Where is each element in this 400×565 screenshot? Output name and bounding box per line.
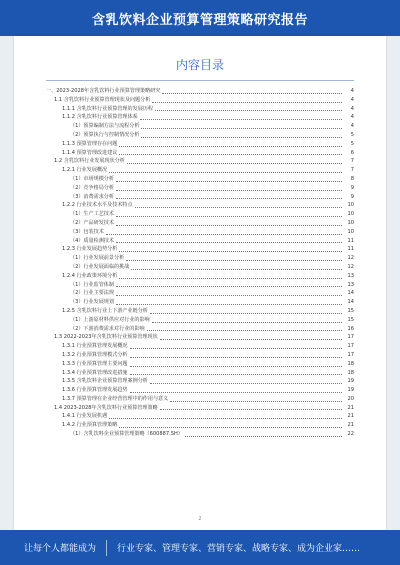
toc-entry-text: 1.1.1 含乳饮料行业预算管理的发展历程: [62, 105, 153, 112]
toc-entry[interactable]: [46, 96, 354, 105]
toc-leader-dots: [116, 216, 342, 217]
toc-leader-dots: [116, 295, 342, 296]
toc-entry-page: 16: [347, 325, 354, 332]
toc-entry[interactable]: [46, 377, 354, 386]
toc-entry-page: 21: [347, 422, 354, 429]
toc-entry-text: 1.3.4 行业预算管理改进措施: [62, 369, 128, 376]
toc-leader-dots: [141, 128, 342, 129]
toc-leader-dots: [116, 198, 342, 199]
toc-leader-dots: [150, 313, 342, 314]
toc-entry-page: 13: [347, 281, 354, 288]
toc-entry-page: 18: [347, 369, 354, 376]
toc-entry-page: 10: [347, 219, 354, 226]
toc-entry-text: 1.3.2 行业预算管理模式分析: [62, 351, 128, 358]
toc-entry-text: （3）消费需求分析: [70, 193, 114, 200]
toc-entry[interactable]: [46, 395, 354, 404]
toc-entry[interactable]: [46, 166, 354, 175]
toc-divider: [46, 80, 354, 81]
toc-entry-page: 11: [347, 246, 354, 253]
toc-entry[interactable]: [46, 175, 354, 184]
toc-leader-dots: [116, 304, 342, 305]
toc-entry[interactable]: [46, 316, 354, 325]
toc-leader-dots: [116, 181, 342, 182]
toc-entry-page: 12: [347, 263, 354, 270]
toc-entry[interactable]: [46, 412, 354, 421]
toc-leader-dots: [130, 357, 342, 358]
toc-entry-text: 1.3 2022-2023年含乳饮料行业预算管理现状: [54, 334, 158, 341]
toc-leader-dots: [130, 392, 342, 393]
toc-entry-page: 4: [350, 123, 354, 130]
toc-entry[interactable]: [46, 263, 354, 272]
toc-leader-dots: [116, 242, 342, 243]
toc-leader-dots: [130, 374, 342, 375]
toc-leader-dots: [152, 102, 342, 103]
toc-entry[interactable]: [46, 87, 354, 96]
toc-entry-page: 17: [347, 343, 354, 350]
toc-entry[interactable]: [46, 307, 354, 316]
toc-leader-dots: [119, 251, 342, 252]
footer-slogan: 让每个人都能成为: [24, 544, 97, 554]
toc-entry-page: 4: [350, 114, 354, 121]
toc-entry[interactable]: [46, 193, 354, 202]
toc-entry-page: 4: [350, 96, 354, 103]
toc-leader-dots: [185, 436, 342, 437]
toc-entry[interactable]: [46, 157, 354, 166]
toc-leader-dots: [162, 93, 342, 94]
toc-entry-text: 1.1.2 含乳饮料行业预算管理体系: [62, 114, 138, 121]
toc-entry-text: （1）上游原材料供应对行业的影响: [70, 316, 150, 323]
toc-entry[interactable]: [46, 298, 354, 307]
toc-entry[interactable]: [46, 219, 354, 228]
toc-leader-dots: [160, 339, 342, 340]
page-number: 2: [198, 516, 202, 522]
toc-entry-text: 1.3.3 行业预算管理主要问题: [62, 360, 128, 367]
toc-entry-page: 7: [350, 167, 354, 174]
toc-entry-text: 1.2.4 行业政策环境分析: [62, 272, 118, 279]
toc-entry-page: 5: [350, 131, 354, 138]
toc-entry-page: 7: [350, 158, 354, 165]
toc-entry-page: 15: [347, 316, 354, 323]
toc-entry-page: 22: [347, 431, 354, 438]
toc-entry[interactable]: [46, 360, 354, 369]
toc-entry-text: （1）含乳饮料企业预算管理策略（600887.SH）: [70, 431, 183, 438]
toc-entry[interactable]: [46, 421, 354, 430]
toc-leader-dots: [119, 154, 342, 155]
toc-entry-page: 6: [350, 149, 354, 156]
toc-entry-page: 20: [347, 395, 354, 402]
toc-leader-dots: [130, 348, 342, 349]
toc-entry-text: 1.4 2023-2028年含乳饮料行业预算管理策略: [54, 404, 158, 411]
toc-leader-dots: [135, 207, 342, 208]
toc-entry[interactable]: [46, 281, 354, 290]
toc-entry-text: （1）市场规模分析: [70, 175, 114, 182]
toc-leader-dots: [106, 234, 342, 235]
toc-entry-text: 1.2 含乳饮料行业发展现状分析: [54, 158, 125, 165]
report-header: [0, 0, 400, 36]
footer-divider: [106, 540, 107, 556]
toc-entry-page: 10: [347, 211, 354, 218]
toc-entry-text: 1.3.5 含乳饮料企业预算管理案例分析: [62, 378, 148, 385]
toc-leader-dots: [116, 225, 342, 226]
report-title: 含乳饮料企业预算管理策略研究报告: [91, 12, 308, 28]
toc-entry-text: 1.1 含乳饮料行业预算管理现状及问题分析: [54, 96, 151, 103]
toc-entry-page: 11: [347, 237, 354, 244]
toc-leader-dots: [116, 190, 342, 191]
toc-entry[interactable]: [46, 237, 354, 246]
toc-entry[interactable]: [46, 131, 354, 140]
toc-entry-page: 12: [347, 255, 354, 262]
toc-entry[interactable]: [46, 404, 354, 413]
toc-entry-page: 10: [347, 202, 354, 209]
toc-entry-page: 9: [350, 193, 354, 200]
document-page: [14, 36, 386, 530]
toc-entry-text: 1.3.6 行业预算管理发展趋势: [62, 387, 128, 394]
toc-entry-page: 13: [347, 272, 354, 279]
toc-entry-text: （2）产品研发技术: [70, 219, 114, 226]
toc-leader-dots: [155, 110, 342, 111]
toc-entry-text: （3）包装技术: [70, 228, 104, 235]
toc-entry-page: 9: [350, 184, 354, 191]
toc-entry[interactable]: [46, 184, 354, 193]
toc-entry-page: 19: [347, 387, 354, 394]
toc-entry[interactable]: [46, 149, 354, 158]
toc-entry[interactable]: [46, 122, 354, 131]
toc-entry-page: 17: [347, 334, 354, 341]
toc-entry-text: （3）行业发展规划: [70, 299, 114, 306]
toc-entry[interactable]: [46, 228, 354, 237]
toc-leader-dots: [109, 418, 342, 419]
toc-entry[interactable]: [46, 333, 354, 342]
toc-entry-page: 21: [347, 413, 354, 420]
toc-entry-text: 1.2.2 行业技术水平及技术特点: [62, 202, 133, 209]
toc-leader-dots: [119, 278, 342, 279]
toc-entry-text: （2）竞争格局分析: [70, 184, 114, 191]
toc-leader-dots: [150, 383, 342, 384]
toc-entry-page: 14: [347, 290, 354, 297]
toc-entry-text: 1.2.5 含乳饮料行业上下游产业链分析: [62, 307, 148, 314]
toc-entry-text: 1.1.3 预算管理存在问题: [62, 140, 118, 147]
toc-entry[interactable]: [46, 386, 354, 395]
toc-leader-dots: [152, 322, 342, 323]
toc-entry-text: （4）质量检测技术: [70, 237, 114, 244]
toc-leader-dots: [130, 366, 342, 367]
toc-entry-text: 1.4.2 行业预算管理策略: [62, 422, 118, 429]
toc-entry[interactable]: [46, 289, 354, 298]
toc-leader-dots: [147, 330, 342, 331]
toc-leader-dots: [126, 260, 342, 261]
toc-leader-dots: [127, 163, 342, 164]
toc-entry-text: （1）预算编制方法与流程分析: [70, 123, 140, 130]
toc-entry-text: （2）预算执行与控制情况分析: [70, 131, 140, 138]
toc-entry-page: 4: [350, 88, 354, 94]
toc-leader-dots: [131, 269, 342, 270]
toc-leader-dots: [109, 172, 342, 173]
toc-entry[interactable]: [46, 369, 354, 378]
toc-entry-text: 1.2.3 行业发展趋势分析: [62, 246, 118, 253]
toc-entry[interactable]: [46, 105, 354, 114]
toc-entry-text: （1）行业监管体制: [70, 281, 114, 288]
toc-entry-page: 10: [347, 228, 354, 235]
toc-entry-page: 4: [350, 105, 354, 112]
footer-banner: [0, 530, 400, 565]
toc-entry-text: 1.4.1 行业发展机遇: [62, 413, 108, 420]
toc-entry-page: 19: [347, 378, 354, 385]
toc-entry-text: 一、2023-2028年含乳饮料行业预算管理策略研究: [46, 88, 161, 94]
toc-entry-text: 1.2.1 行业发展概况: [62, 167, 108, 174]
toc-entry[interactable]: [46, 430, 354, 439]
toc-entry-page: 21: [347, 404, 354, 411]
toc-entry-page: 17: [347, 351, 354, 358]
toc-entry-page: 8: [350, 175, 354, 182]
toc-entry-page: 18: [347, 360, 354, 367]
toc-entry-text: （2）下游消费需求对行业的影响: [70, 325, 145, 332]
footer-tags: 行业专家、管理专家、营销专家、战略专家、成为企业家……: [117, 544, 361, 554]
toc-entry[interactable]: [46, 272, 354, 281]
toc-entry-text: 1.1.4 预算管理改进建议: [62, 149, 118, 156]
toc-leader-dots: [170, 401, 342, 402]
toc-leader-dots: [119, 146, 342, 147]
toc-entry-text: 1.3.1 行业预算管理发展概况: [62, 343, 128, 350]
toc-entry[interactable]: [46, 245, 354, 254]
toc-entry-text: （2）行业主要法规: [70, 290, 114, 297]
toc-leader-dots: [160, 409, 342, 410]
toc-entry[interactable]: [46, 254, 354, 263]
toc-entry[interactable]: [46, 210, 354, 219]
toc-leader-dots: [140, 119, 342, 120]
toc-entry[interactable]: [46, 113, 354, 122]
toc-entry[interactable]: [46, 342, 354, 351]
toc-entry-text: （2）行业发展面临的挑战: [70, 263, 130, 270]
toc-entry-text: 1.3.7 预算管理在企业经营管理中的作用与意义: [62, 395, 169, 402]
toc-entry[interactable]: [46, 325, 354, 334]
toc-entry-page: 15: [347, 307, 354, 314]
toc-leader-dots: [141, 137, 342, 138]
toc-leader-dots: [119, 427, 342, 428]
toc-title: 内容目录: [175, 58, 224, 72]
toc-entry[interactable]: [46, 140, 354, 149]
toc-leader-dots: [116, 286, 342, 287]
toc-entry-text: （1）行业发展前景分析: [70, 255, 125, 262]
toc-entry-text: （1）生产工艺技术: [70, 211, 114, 218]
toc-entry-page: 5: [350, 140, 354, 147]
toc-entry[interactable]: [46, 201, 354, 210]
toc-entry[interactable]: [46, 351, 354, 360]
toc-entry-page: 14: [347, 299, 354, 306]
table-of-contents: [46, 87, 354, 439]
